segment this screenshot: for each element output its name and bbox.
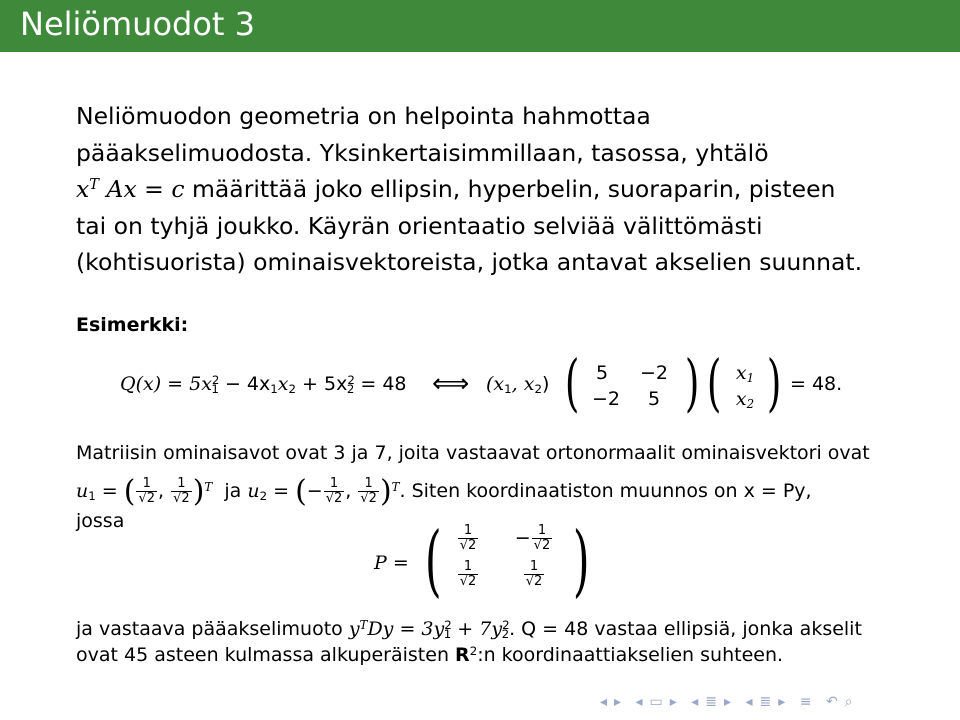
p-matrix-right-paren: ) [572, 516, 590, 606]
rotation-paragraph: ovat 45 asteen kulmassa alkuperäisten $R^2:n$ koordinaattiakselien suhteen. [76, 643, 784, 666]
p-matrix-label: P = [374, 552, 409, 574]
matrix-cell-22: 5 [647, 388, 661, 410]
subsection-icon[interactable]: ≣ [759, 694, 775, 710]
nav-right-icon[interactable]: ▸ [614, 694, 625, 710]
section-left-icon[interactable]: ◂ [691, 694, 702, 710]
matrix-cell-11: 5 [595, 362, 609, 384]
slide-title: Neliömuodot 3 [20, 5, 255, 43]
p-matrix-left-paren: ( [424, 516, 442, 606]
eigenvector-line: $u_1$ = ( $\frac{1}{√2}$ , $\frac{1}{√2}$ )$^T$ ja $u_2$ = (− $\frac{1}{√2}$ , $\frac{1}{√2}$ )$^T$. Siten koordinaatiston muunnos on x = Py, [76, 474, 812, 509]
colvec-left-paren: ( [706, 346, 722, 419]
inline-equation: $x^T$ Ax = c [76, 175, 185, 203]
section-right-icon[interactable]: ▸ [724, 694, 735, 710]
principal-axis-paragraph: ja vastaava pääakselimuoto $y^TDy = 3y^2_1 + 7y^2_2$. Q = 48 vastaa ellipsiä, jonka akselit [76, 617, 862, 642]
intro-line-4: tai on tyhjä joukko. Käyrän orientaatio selviää välittömästi [76, 211, 763, 240]
jossa-label: jossa [76, 510, 125, 532]
quadratic-form-equation: $Q(x) = 5x^2_1 - 4x_1x_2 + 5x^2_2 = 48$ [120, 372, 407, 397]
p-cell-11: $\frac{1}{√2}$ [459, 523, 477, 553]
intro-line-3: määrittää joko ellipsin, hyperbelin, suoraparin, pisteen [192, 175, 836, 203]
subsection-right-icon[interactable]: ▸ [778, 694, 789, 710]
colvec-x1: $x_1$ [735, 362, 755, 386]
search-icon[interactable]: ⌕ [844, 694, 856, 710]
matrix-cell-21: −2 [591, 388, 620, 410]
p-cell-12: − $\frac{1}{√2}$ [514, 523, 551, 553]
frame-right-icon[interactable]: ▸ [669, 694, 680, 710]
subsection-left-icon[interactable]: ◂ [745, 694, 756, 710]
section-icon[interactable]: ≣ [705, 694, 721, 710]
intro-paragraph [76, 98, 936, 281]
frame-left-icon[interactable]: ◂ [635, 694, 646, 710]
p-cell-22: $\frac{1}{√2}$ [525, 559, 543, 589]
iff-symbol: ⟺ [432, 369, 470, 399]
frame-icon[interactable]: ▭ [649, 694, 666, 710]
intro-text [76, 98, 936, 281]
matrix-cell-12: −2 [639, 362, 668, 384]
p-cell-21: $\frac{1}{√2}$ [459, 559, 477, 589]
eigen-paragraph: Matriisin ominaisavot ovat 3 ja 7, joita vastaavat ortonormaalit ominaisvektori ovat [76, 442, 870, 464]
align-icon[interactable]: ≡ [799, 694, 815, 710]
colvec-x2: $x_2$ [735, 388, 755, 412]
intro-line-2: pääakselimuodosta. Yksinkertaisimmillaan, tasossa, yhtälö [76, 138, 769, 167]
intro-line-1: Neliömuodon geometria on helpointa hahmottaa [76, 102, 651, 130]
intro-line-5: (kohtisuorista) ominaisvektoreista, jotka antavat akselien suunnat. [76, 248, 863, 276]
beamer-navigation[interactable] [600, 694, 860, 710]
equation-result: = 48. [790, 373, 843, 395]
undo-icon[interactable]: ↶ [825, 694, 841, 710]
slide-header [0, 0, 960, 52]
matrix-right-paren: ) [684, 346, 700, 419]
nav-left-icon[interactable]: ◂ [600, 694, 611, 710]
example-heading: Esimerkki: [76, 314, 189, 336]
colvec-right-paren: ) [766, 346, 782, 419]
row-vector: ($x_1$, $x_2$) [486, 373, 550, 397]
matrix-left-paren: ( [564, 346, 580, 419]
